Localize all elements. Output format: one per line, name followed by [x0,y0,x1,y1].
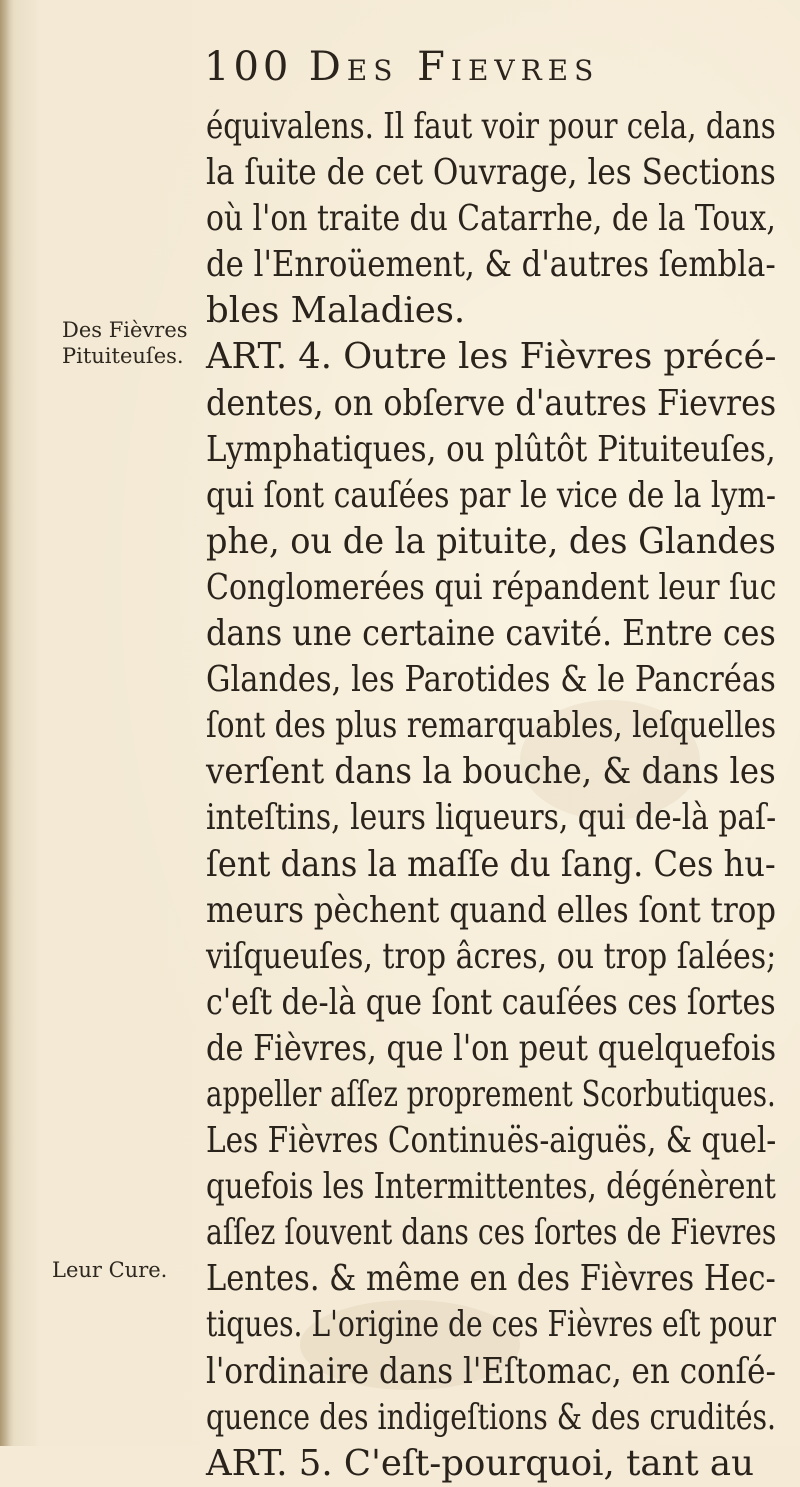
text-line: quence des indigeſtions & des crudités. [206,1396,777,1438]
text-line: où l'on traite du Catarrhe, de la Toux, [206,198,776,240]
text-line: ſent dans la maſſe du ſang. Ces hu- [206,843,776,885]
text-line: verſent dans la bouche, & dans les [206,751,776,793]
text-line: c'eſt de-là que ſont cauſées ces ſortes [206,981,776,1023]
text-line: phe, ou de la pituite, des Glandes [206,520,776,562]
running-title: Des Fievres [308,44,600,90]
page-header [204,44,764,90]
text-line: appeller aſſez proprement Scorbutiques. [206,1073,776,1115]
text-line: meurs pèchent quand elles ſont trop [206,889,777,931]
text-line: aſſez ſouvent dans ces ſortes de Fievres [206,1212,777,1254]
text-line: de l'Enroüement, & d'autres ſembla- [206,244,776,286]
text-line: qui ſont cauſées par le vice de la lym- [206,474,776,516]
text-line: quefois les Intermittentes, dégénèrent [206,1166,776,1208]
text-line: inteſtins, leurs liqueurs, qui de-là paſ- [206,797,777,839]
text-line: tiques. L'origine de ces Fièvres eſt pour [206,1304,776,1346]
text-line: Conglomerées qui répandent leur ſuc [206,566,777,608]
text-line: ART. 5. C'eſt-pourquoi, tant au [206,1442,754,1484]
page-number: 100 [204,44,293,90]
page-edge-shadow [0,0,14,1446]
text-line: dans une certaine cavité. Entre ces [206,613,776,655]
text-line: ſont des plus remarquables, leſquelles [206,705,777,747]
text-line: Glandes, les Parotides & le Pancréas [206,659,776,701]
margin-note-leur-cure: Leur Cure. [52,1258,168,1282]
text-line: la ſuite de cet Ouvrage, les Sections [206,152,776,194]
text-line: de Fièvres, que l'on peut quelquefois [206,1027,777,1069]
margin-note-pituiteuses: Pituiteuſes. [62,344,184,368]
text-line: ART. 4. Outre les Fièvres précé- [206,336,777,378]
text-line: dentes, on obſerve d'autres Fievres [206,382,777,424]
text-line: Lymphatiques, ou plûtôt Pituiteuſes, [206,428,776,470]
margin-note-des-fievres: Des Fièvres [62,318,188,342]
text-line: Les Fièvres Continuës-aiguës, & quel- [206,1120,777,1162]
text-line: l'ordinaire dans l'Eſtomac, en conſé- [206,1350,776,1392]
text-line: équivalens. Il faut voir pour cela, dans [206,106,776,147]
text-line: bles Maladies. [206,290,466,332]
body-text [206,104,776,1487]
text-line: viſqueuſes, trop âcres, ou trop ſalées; [206,935,777,977]
text-line: Lentes. & même en des Fièvres Hec- [206,1258,776,1300]
